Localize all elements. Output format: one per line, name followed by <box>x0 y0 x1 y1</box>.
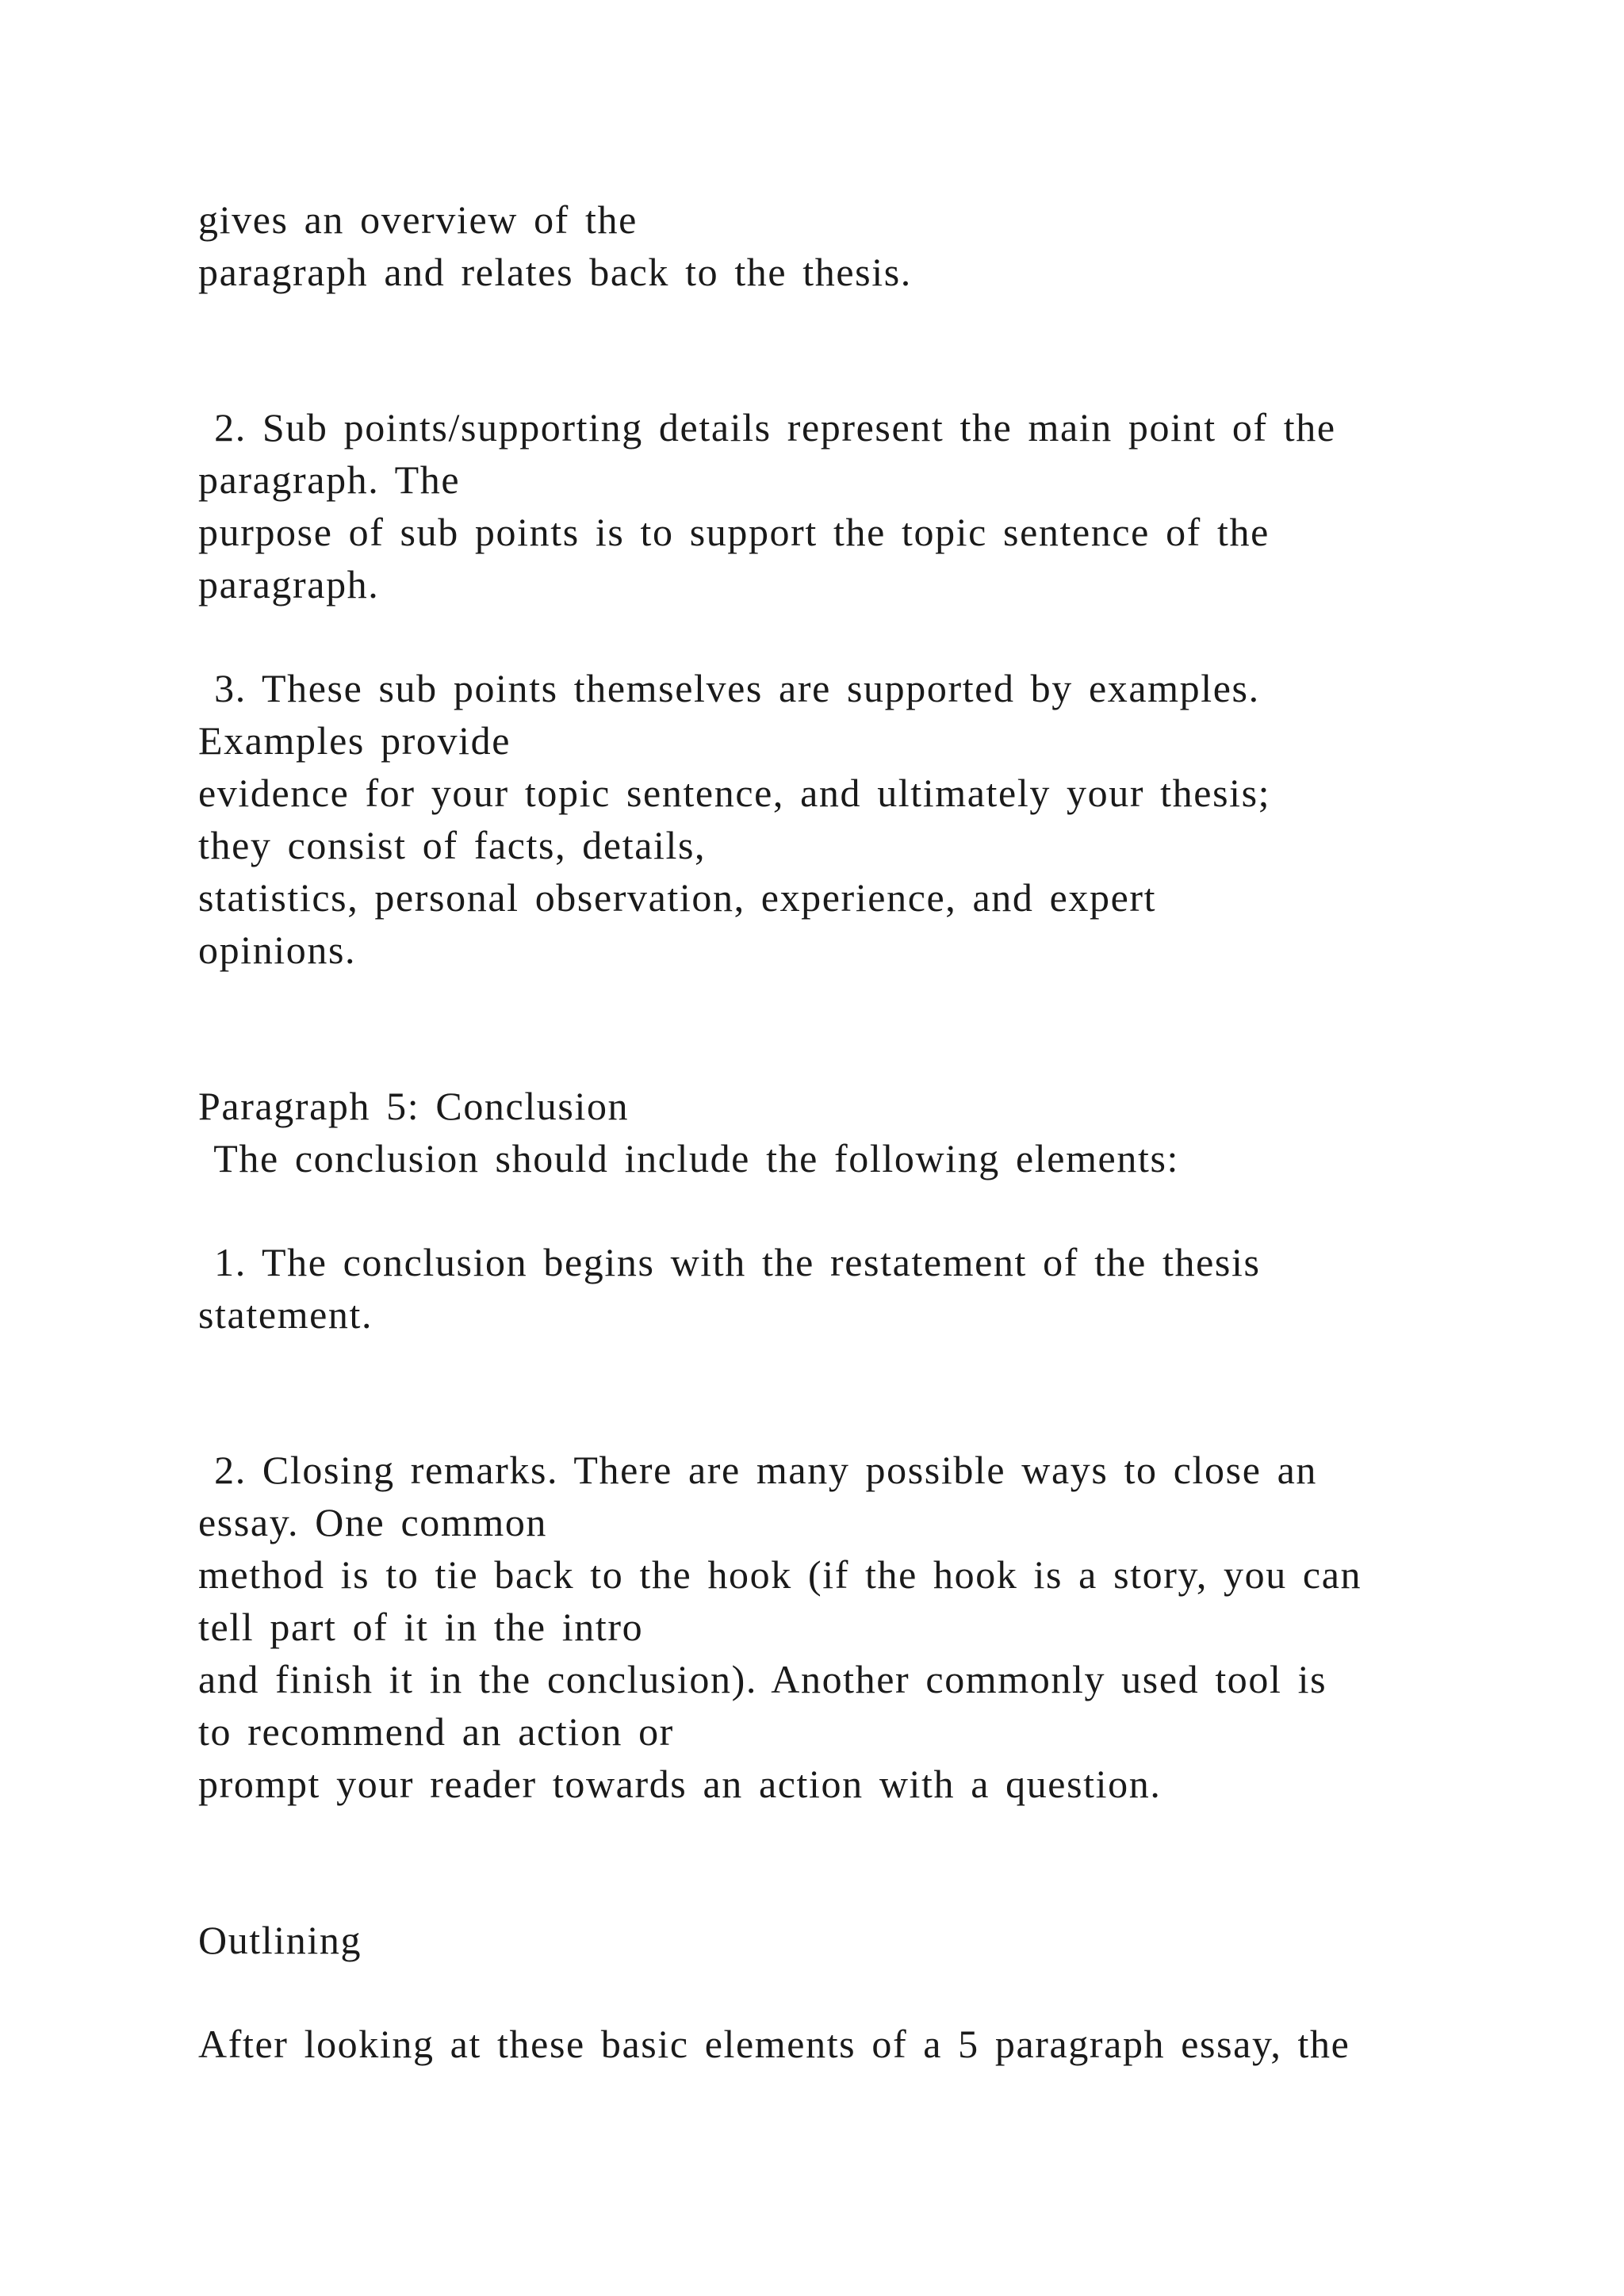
section-heading: Paragraph 5: Conclusion <box>198 1084 630 1128</box>
text-line: and finish it in the conclusion). Another commonly used tool is <box>198 1657 1327 1701</box>
text-line: statement. <box>198 1292 373 1337</box>
text-line: gives an overview of the <box>198 197 638 242</box>
text-line: purpose of sub points is to support the topic sentence of the <box>198 510 1270 554</box>
text-line: 3. These sub points themselves are supported by examples. <box>198 666 1260 710</box>
text-line: they consist of facts, details, <box>198 823 707 867</box>
text-line: prompt your reader towards an action with a question. <box>198 1762 1162 1806</box>
text-line: opinions. <box>198 928 357 972</box>
text-line: tell part of it in the intro <box>198 1605 644 1649</box>
text-line: Examples provide <box>198 718 511 763</box>
text-line: 2. Closing remarks. There are many possible ways to close an <box>198 1448 1317 1492</box>
text-line: paragraph and relates back to the thesis. <box>198 250 912 294</box>
text-line: statistics, personal observation, experience, and expert <box>198 875 1157 920</box>
text-line: 1. The conclusion begins with the restatement of the thesis <box>198 1240 1261 1284</box>
text-line: essay. One common <box>198 1500 548 1544</box>
text-line: The conclusion should include the following elements: <box>198 1136 1179 1181</box>
text-line: paragraph. The <box>198 457 461 502</box>
text-line: to recommend an action or <box>198 1709 674 1754</box>
section-heading: Outlining <box>198 1918 362 1962</box>
text-line: method is to tie back to the hook (if the hook is a story, you can <box>198 1552 1362 1597</box>
text-line: evidence for your topic sentence, and ultimately your thesis; <box>198 771 1271 815</box>
text-line: 2. Sub points/supporting details represent the main point of the <box>198 405 1336 450</box>
text-line: After looking at these basic elements of a 5 paragraph essay, the <box>198 2022 1350 2066</box>
text-line: paragraph. <box>198 562 380 607</box>
